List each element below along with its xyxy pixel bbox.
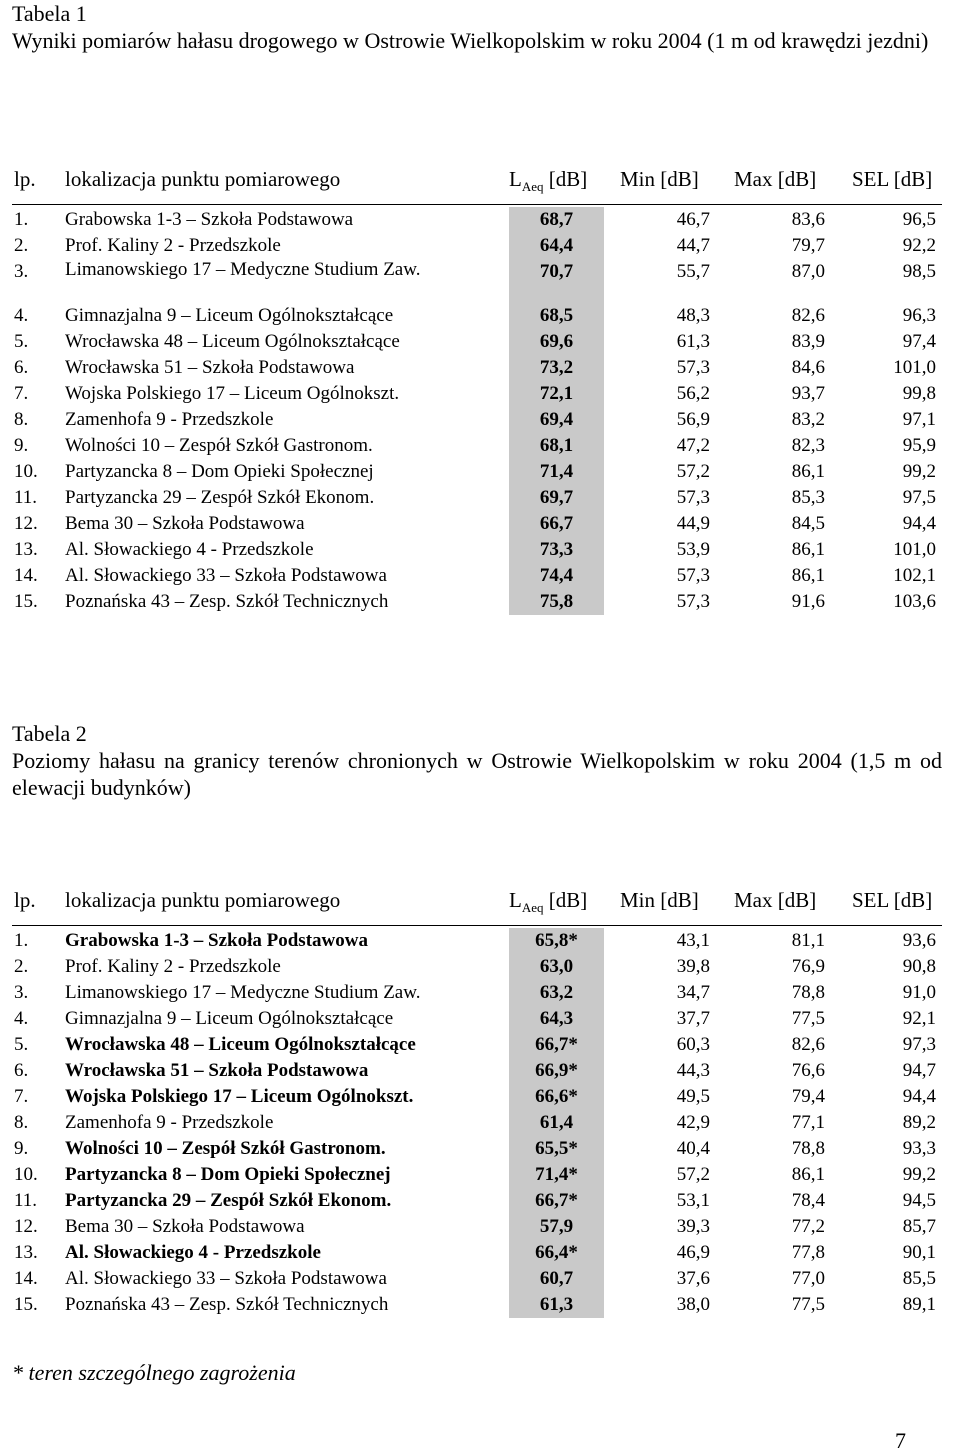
cell-lp: 4. — [14, 305, 29, 326]
header-laeq-sub: Aeq — [521, 900, 544, 916]
cell-location: Al. Słowackiego 33 – Szkoła Podstawowa — [65, 1268, 387, 1289]
cell-laeq: 63,2 — [509, 980, 604, 1006]
table1-title: Wyniki pomiarów hałasu drogowego w Ostrowie Wielkopolskim w roku 2004 (1 m od krawędzi jezdni) — [12, 28, 929, 53]
cell-sel: 97,5 — [902, 487, 936, 508]
table-row — [12, 1058, 942, 1084]
cell-lp: 6. — [14, 357, 29, 378]
cell-lp: 10. — [14, 461, 38, 482]
cell-min: 49,5 — [676, 1086, 710, 1107]
cell-min: 48,3 — [676, 305, 710, 326]
header-sel: SEL [dB] — [852, 167, 933, 191]
cell-lp: 1. — [14, 930, 29, 951]
cell-lp: 15. — [14, 1294, 38, 1315]
cell-min: 37,7 — [676, 1008, 710, 1029]
header-lp: lp. — [14, 888, 36, 912]
table-row — [12, 980, 942, 1006]
cell-laeq: 68,5 — [509, 303, 604, 329]
cell-sel: 89,2 — [902, 1112, 936, 1133]
cell-min: 60,3 — [676, 1034, 710, 1055]
table2 — [12, 884, 942, 1318]
cell-laeq: 74,4 — [509, 563, 604, 589]
cell-sel: 97,3 — [902, 1034, 936, 1055]
table2-rows — [12, 928, 942, 1318]
cell-sel: 94,4 — [902, 1086, 936, 1107]
cell-lp: 11. — [14, 1190, 38, 1211]
header-min: Min [dB] — [620, 167, 699, 191]
cell-laeq: 63,0 — [509, 954, 604, 980]
table-row — [12, 928, 942, 954]
cell-max: 81,1 — [791, 930, 825, 951]
table-row — [12, 563, 942, 589]
cell-lp: 5. — [14, 1034, 29, 1055]
cell-min: 46,9 — [676, 1242, 710, 1263]
cell-lp: 6. — [14, 1060, 29, 1081]
cell-sel: 90,1 — [902, 1242, 936, 1263]
cell-sel: 93,6 — [902, 930, 936, 951]
cell-lp: 13. — [14, 1242, 38, 1263]
cell-laeq: 60,7 — [509, 1266, 604, 1292]
cell-laeq: 66,9* — [509, 1058, 604, 1084]
cell-laeq: 70,7 — [509, 259, 604, 303]
table-row — [12, 303, 942, 329]
cell-location: Wrocławska 48 – Liceum Ogólnokształcące — [65, 1034, 416, 1055]
cell-max: 83,2 — [791, 409, 825, 430]
cell-max: 91,6 — [791, 591, 825, 612]
cell-laeq: 66,6* — [509, 1084, 604, 1110]
cell-lp: 8. — [14, 1112, 29, 1133]
table-row — [12, 355, 942, 381]
cell-lp: 8. — [14, 409, 29, 430]
cell-location: Wolności 10 – Zespół Szkół Gastronom. — [65, 1138, 386, 1159]
header-laeq-main: L — [509, 167, 522, 191]
cell-location: Grabowska 1-3 – Szkoła Podstawowa — [65, 930, 368, 951]
table-row — [12, 1032, 942, 1058]
cell-min: 53,1 — [676, 1190, 710, 1211]
table-row — [12, 233, 942, 259]
cell-lp: 7. — [14, 383, 29, 404]
cell-min: 56,9 — [676, 409, 710, 430]
cell-laeq: 68,7 — [509, 207, 604, 233]
cell-sel: 92,2 — [902, 235, 936, 256]
table-row — [12, 1006, 942, 1032]
cell-sel: 89,1 — [902, 1294, 936, 1315]
cell-lp: 15. — [14, 591, 38, 612]
cell-sel: 103,6 — [893, 591, 936, 612]
cell-sel: 94,7 — [902, 1060, 936, 1081]
cell-laeq: 69,6 — [509, 329, 604, 355]
table2-caption — [12, 720, 942, 801]
cell-sel: 99,2 — [902, 1164, 936, 1185]
table-row — [12, 537, 942, 563]
table2-header-rule — [12, 925, 942, 926]
table1-label: Tabela 1 — [12, 1, 87, 26]
header-laeq-unit: [dB] — [543, 888, 588, 912]
cell-min: 56,2 — [676, 383, 710, 404]
table-row — [12, 381, 942, 407]
cell-location: Prof. Kaliny 2 - Przedszkole — [65, 235, 281, 256]
table-row — [12, 1292, 942, 1318]
cell-location: Partyzancka 8 – Dom Opieki Społecznej — [65, 461, 374, 482]
cell-max: 83,6 — [791, 209, 825, 230]
cell-location: Poznańska 43 – Zesp. Szkół Technicznych — [65, 591, 389, 612]
cell-max: 87,0 — [791, 261, 825, 282]
table-row — [12, 1266, 942, 1292]
table-row — [12, 207, 942, 233]
cell-min: 46,7 — [676, 209, 710, 230]
cell-laeq: 68,1 — [509, 433, 604, 459]
table1-rows — [12, 207, 942, 615]
cell-laeq: 64,4 — [509, 233, 604, 259]
table-row — [12, 954, 942, 980]
table2-header — [12, 884, 942, 916]
header-max: Max [dB] — [734, 167, 817, 191]
table-row — [12, 1240, 942, 1266]
cell-laeq: 75,8 — [509, 589, 604, 615]
cell-sel: 94,4 — [902, 513, 936, 534]
cell-min: 38,0 — [676, 1294, 710, 1315]
header-sel: SEL [dB] — [852, 888, 933, 912]
cell-location: Partyzancka 8 – Dom Opieki Społecznej — [65, 1164, 391, 1185]
cell-max: 86,1 — [791, 461, 825, 482]
header-lp: lp. — [14, 167, 36, 191]
cell-sel: 85,5 — [902, 1268, 936, 1289]
cell-laeq: 71,4 — [509, 459, 604, 485]
cell-min: 39,8 — [676, 956, 710, 977]
cell-min: 43,1 — [676, 930, 710, 951]
cell-lp: 3. — [14, 982, 29, 1003]
cell-lp: 14. — [14, 565, 38, 586]
cell-location: Wojska Polskiego 17 – Liceum Ogólnokszt. — [65, 383, 400, 404]
cell-location: Limanowskiego 17 – Medyczne Studium Zaw. — [65, 259, 421, 280]
cell-sel: 101,0 — [893, 357, 936, 378]
cell-min: 57,2 — [676, 461, 710, 482]
table1-header — [12, 163, 942, 195]
table-row — [12, 1188, 942, 1214]
cell-min: 57,2 — [676, 1164, 710, 1185]
cell-location: Al. Słowackiego 33 – Szkoła Podstawowa — [65, 565, 387, 586]
header-min: Min [dB] — [620, 888, 699, 912]
cell-laeq: 61,3 — [509, 1292, 604, 1318]
cell-max: 78,8 — [791, 982, 825, 1003]
cell-sel: 90,8 — [902, 956, 936, 977]
cell-min: 40,4 — [676, 1138, 710, 1159]
header-location: lokalizacja punktu pomiarowego — [65, 167, 341, 191]
cell-lp: 2. — [14, 956, 29, 977]
cell-lp: 12. — [14, 513, 38, 534]
cell-max: 76,6 — [791, 1060, 825, 1081]
cell-min: 57,3 — [676, 591, 710, 612]
table-row — [12, 1136, 942, 1162]
cell-location: Limanowskiego 17 – Medyczne Studium Zaw. — [65, 982, 421, 1003]
cell-sel: 102,1 — [893, 565, 936, 586]
cell-sel: 97,1 — [902, 409, 936, 430]
cell-laeq: 65,8* — [509, 928, 604, 954]
table-row — [12, 1162, 942, 1188]
cell-lp: 11. — [14, 487, 38, 508]
cell-sel: 99,8 — [902, 383, 936, 404]
cell-max: 77,0 — [791, 1268, 825, 1289]
cell-max: 86,1 — [791, 1164, 825, 1185]
cell-location: Al. Słowackiego 4 - Przedszkole — [65, 1242, 321, 1263]
cell-min: 57,3 — [676, 357, 710, 378]
cell-max: 76,9 — [791, 956, 825, 977]
cell-lp: 9. — [14, 435, 29, 456]
cell-location: Al. Słowackiego 4 - Przedszkole — [65, 539, 314, 560]
cell-sel: 93,3 — [902, 1138, 936, 1159]
cell-laeq: 69,4 — [509, 407, 604, 433]
cell-min: 39,3 — [676, 1216, 710, 1237]
table-row — [12, 1110, 942, 1136]
footnote: * teren szczególnego zagrożenia — [12, 1360, 296, 1385]
cell-min: 34,7 — [676, 982, 710, 1003]
table-row — [12, 1214, 942, 1240]
cell-lp: 12. — [14, 1216, 38, 1237]
cell-location: Wolności 10 – Zespół Szkół Gastronom. — [65, 435, 373, 456]
cell-lp: 5. — [14, 331, 29, 352]
cell-lp: 9. — [14, 1138, 29, 1159]
cell-max: 86,1 — [791, 565, 825, 586]
cell-sel: 95,9 — [902, 435, 936, 456]
table1-caption — [12, 0, 942, 54]
cell-location: Grabowska 1-3 – Szkoła Podstawowa — [65, 209, 354, 230]
cell-location: Partyzancka 29 – Zespół Szkół Ekonom. — [65, 487, 375, 508]
cell-location: Zamenhofa 9 - Przedszkole — [65, 409, 274, 430]
cell-min: 44,9 — [676, 513, 710, 534]
cell-max: 77,5 — [791, 1008, 825, 1029]
cell-laeq: 66,7* — [509, 1032, 604, 1058]
cell-max: 79,4 — [791, 1086, 825, 1107]
cell-laeq: 66,7* — [509, 1188, 604, 1214]
cell-laeq: 73,3 — [509, 537, 604, 563]
cell-max: 77,5 — [791, 1294, 825, 1315]
cell-max: 93,7 — [791, 383, 825, 404]
cell-location: Wojska Polskiego 17 – Liceum Ogólnokszt. — [65, 1086, 414, 1107]
header-laeq-unit: [dB] — [543, 167, 588, 191]
cell-lp: 4. — [14, 1008, 29, 1029]
cell-lp: 7. — [14, 1086, 29, 1107]
cell-max: 79,7 — [791, 235, 825, 256]
cell-lp: 13. — [14, 539, 38, 560]
cell-sel: 99,2 — [902, 461, 936, 482]
cell-laeq: 71,4* — [509, 1162, 604, 1188]
cell-location: Partyzancka 29 – Zespół Szkół Ekonom. — [65, 1190, 392, 1211]
cell-max: 78,8 — [791, 1138, 825, 1159]
header-laeq-main: L — [509, 888, 522, 912]
table-row — [12, 259, 942, 303]
cell-sel: 85,7 — [902, 1216, 936, 1237]
cell-sel: 92,1 — [902, 1008, 936, 1029]
cell-location: Wrocławska 51 – Szkoła Podstawowa — [65, 357, 355, 378]
table-row — [12, 511, 942, 537]
cell-max: 84,6 — [791, 357, 825, 378]
table-row — [12, 485, 942, 511]
cell-location: Wrocławska 51 – Szkoła Podstawowa — [65, 1060, 369, 1081]
table2-title: Poziomy hałasu na granicy terenów chronionych w Ostrowie Wielkopolskim w roku 2004 (1,5 m od elewacji budynków) — [12, 748, 942, 800]
cell-max: 78,4 — [791, 1190, 825, 1211]
table-row — [12, 589, 942, 615]
cell-laeq: 57,9 — [509, 1214, 604, 1240]
cell-sel: 101,0 — [893, 539, 936, 560]
cell-max: 83,9 — [791, 331, 825, 352]
cell-sel: 98,5 — [902, 261, 936, 282]
cell-location: Prof. Kaliny 2 - Przedszkole — [65, 956, 281, 977]
cell-location: Bema 30 – Szkoła Podstawowa — [65, 513, 305, 534]
cell-min: 44,7 — [676, 235, 710, 256]
cell-sel: 96,5 — [902, 209, 936, 230]
table-row — [12, 459, 942, 485]
cell-lp: 14. — [14, 1268, 38, 1289]
table2-label: Tabela 2 — [12, 721, 87, 746]
cell-max: 77,2 — [791, 1216, 825, 1237]
cell-location: Gimnazjalna 9 – Liceum Ogólnokształcące — [65, 305, 394, 326]
cell-location: Zamenhofa 9 - Przedszkole — [65, 1112, 274, 1133]
table-row — [12, 407, 942, 433]
cell-max: 77,8 — [791, 1242, 825, 1263]
cell-min: 42,9 — [676, 1112, 710, 1133]
cell-max: 77,1 — [791, 1112, 825, 1133]
cell-laeq: 69,7 — [509, 485, 604, 511]
cell-location: Gimnazjalna 9 – Liceum Ogólnokształcące — [65, 1008, 394, 1029]
cell-sel: 96,3 — [902, 305, 936, 326]
cell-laeq: 61,4 — [509, 1110, 604, 1136]
cell-laeq: 66,7 — [509, 511, 604, 537]
cell-max: 84,5 — [791, 513, 825, 534]
cell-location: Wrocławska 48 – Liceum Ogólnokształcące — [65, 331, 400, 352]
cell-max: 82,6 — [791, 1034, 825, 1055]
cell-sel: 97,4 — [902, 331, 936, 352]
header-location: lokalizacja punktu pomiarowego — [65, 888, 341, 912]
table-row — [12, 329, 942, 355]
cell-laeq: 65,5* — [509, 1136, 604, 1162]
cell-min: 55,7 — [676, 261, 710, 282]
cell-lp: 2. — [14, 235, 29, 256]
cell-lp: 10. — [14, 1164, 38, 1185]
cell-laeq: 66,4* — [509, 1240, 604, 1266]
header-laeq-sub: Aeq — [521, 179, 544, 195]
cell-location: Bema 30 – Szkoła Podstawowa — [65, 1216, 305, 1237]
cell-min: 53,9 — [676, 539, 710, 560]
cell-sel: 91,0 — [902, 982, 936, 1003]
cell-lp: 3. — [14, 261, 29, 282]
cell-min: 44,3 — [676, 1060, 710, 1081]
header-max: Max [dB] — [734, 888, 817, 912]
cell-lp: 1. — [14, 209, 29, 230]
cell-laeq: 72,1 — [509, 381, 604, 407]
cell-min: 57,3 — [676, 487, 710, 508]
page-number: 7 — [895, 1428, 906, 1453]
cell-min: 37,6 — [676, 1268, 710, 1289]
table-row — [12, 433, 942, 459]
cell-max: 82,6 — [791, 305, 825, 326]
cell-laeq: 64,3 — [509, 1006, 604, 1032]
cell-min: 61,3 — [676, 331, 710, 352]
table1 — [12, 163, 942, 615]
cell-min: 57,3 — [676, 565, 710, 586]
table1-header-rule — [12, 204, 942, 205]
cell-min: 47,2 — [676, 435, 710, 456]
table-row — [12, 1084, 942, 1110]
cell-max: 85,3 — [791, 487, 825, 508]
cell-sel: 94,5 — [902, 1190, 936, 1211]
cell-max: 86,1 — [791, 539, 825, 560]
cell-max: 82,3 — [791, 435, 825, 456]
cell-location: Poznańska 43 – Zesp. Szkół Technicznych — [65, 1294, 389, 1315]
cell-laeq: 73,2 — [509, 355, 604, 381]
